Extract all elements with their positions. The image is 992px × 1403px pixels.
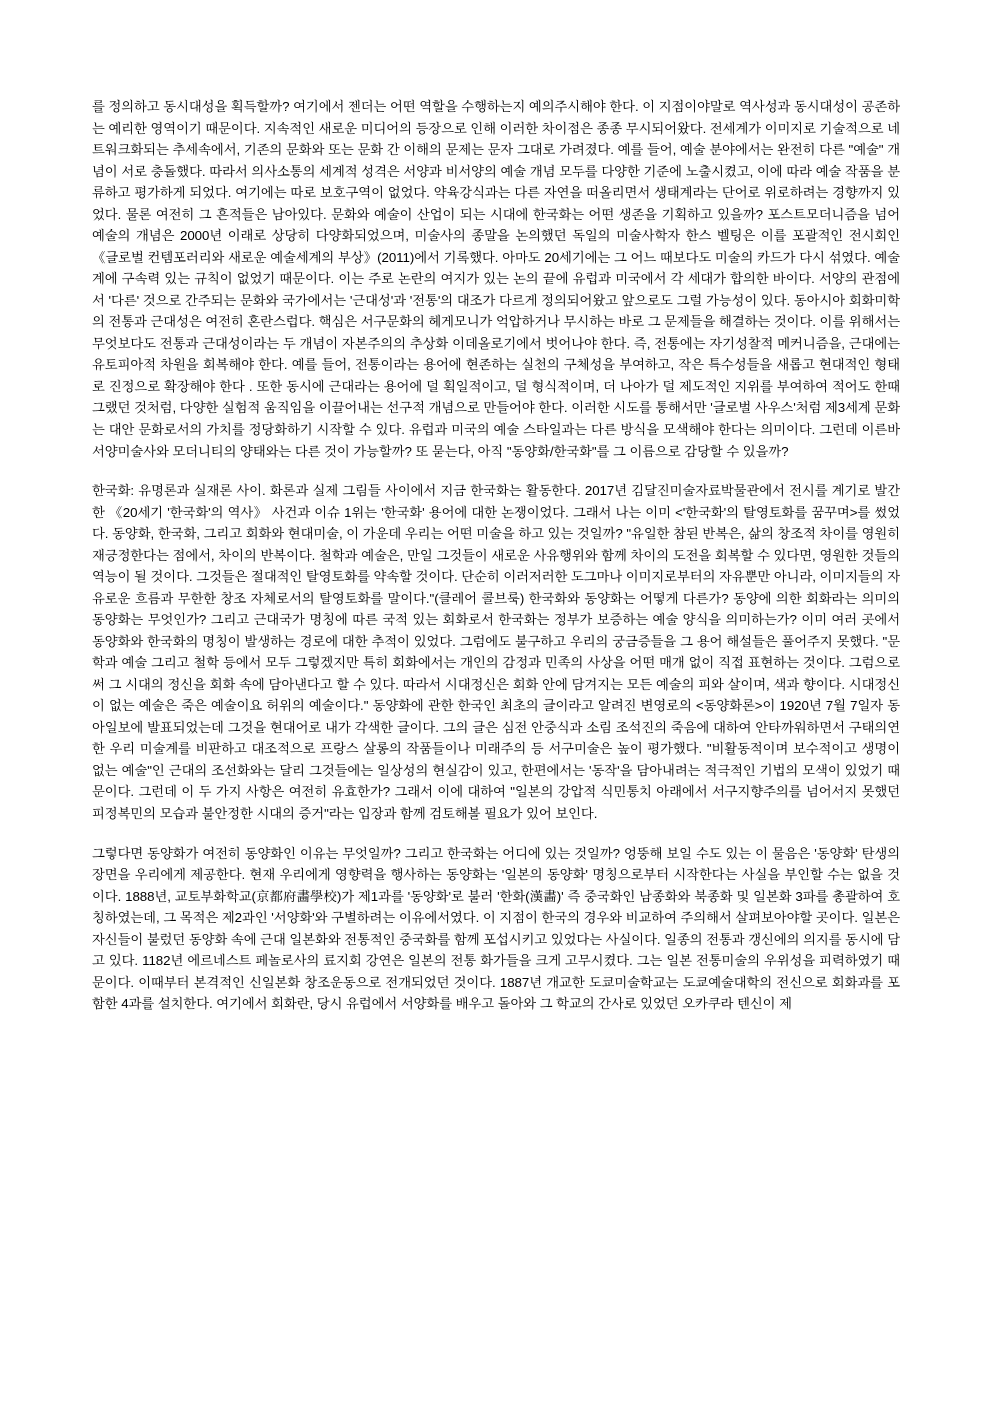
paragraph-1: 를 정의하고 동시대성을 획득할까? 여기에서 젠더는 어떤 역할을 수행하는지 예의주시해야 한다. 이 지점이야말로 역사성과 동시대성이 공존하는 예리한 영역이기 때문이다. 지속적인 새로운 미디어의 등장으로 인해 이러한 차이점은 종종 무시되어왔다. 전세계가 이미지로 기술적으로 네트워크화되는 추세속에서, 기존의 문화와 또는 문화 간 이해의 문제는 문자 그대로 가려졌다. 예를 들어, 예술 분야에서는 완전히 다른 "예술" 개념이 서로 충돌했다. 따라서 의사소통의 세계적 성격은 서양과 비서양의 예술 개념 모두를 다양한 기준에 노출시켰고, 이에 따라 예술 작품을 분류하고 평가하게 되었다. 여기에는 따로 보호구역이 없었다. 약육강식과는 다른 자연을 떠올리면서 생태계라는 단어로 위로하려는 경향까지 있었다. 물론 여전히 그 흔적들은 남아있다. 문화와 예술이 산업이 되는 시대에 한국화는 어떤 생존을 기획하고 있을까? 포스트모더니즘을 넘어 예술의 개념은 2000년 이래로 상당히 다양화되었으며, 미술사의 종말을 논의했던 독일의 미술사학자 한스 벨팅은 이를 포괄적인 전시회인 《글로벌 컨템포러리와 새로운 예술세계의 부상》(2011)에서 기록했다. 아마도 20세기에는 그 어느 때보다도 미술의 카드가 다시 섞였다. 예술계에 구속력 있는 규칙이 없었기 때문이다. 이는 주로 논란의 여지가 있는 논의 끝에 유럽과 미국에서 각 세대가 합의한 바이다. 서양의 관점에서 '다른' 것으로 간주되는 문화와 국가에서는 '근대성'과 '전통'의 대조가 다르게 정의되어왔고 앞으로도 그럴 가능성이 있다. 동아시아 회화미학의 전통과 근대성은 여전히 혼란스럽다. 핵심은 서구문화의 헤게모니가 억압하거나 무시하는 바로 그 문제들을 해결하는 것이다. 이를 위해서는 무엇보다도 전통과 근대성이라는 두 개념이 자본주의의 추상화 이데올로기에서 벗어나야 한다. 즉, 전통에는 자기성찰적 메커니즘을, 근대에는 유토피아적 차원을 회복해야 한다. 예를 들어, 전통이라는 용어에 현존하는 실천의 구체성을 부여하고, 작은 특수성들을 새롭고 현대적인 형태로 진정으로 확장해야 한다 . 또한 동시에 근대라는 용어에 덜 획일적이고, 덜 형식적이며, 더 나아가 덜 제도적인 지위를 부여하여 적어도 한때 그랬던 것처럼, 다양한 실험적 움직임을 이끌어내는 선구적 개념으로 만들어야 한다. 이러한 시도를 통해서만 '글로벌 사우스'처럼 제3세계 문화는 대안 문화로서의 가치를 정당화하기 시작할 수 있다. 유럽과 미국의 예술 스타일과는 다른 방식을 모색해야 한다는 의미이다. 그런데 이른바 서양미술사와 모더니티의 양태와는 다른 것이 가능할까? 또 묻는다, 아직 "동양화/한국화"를 그 이름으로 감당할 수 있을까? (92, 99, 900, 459)
paragraph-3: 그렇다면 동양화가 여전히 동양화인 이유는 무엇일까? 그리고 한국화는 어디에 있는 것일까? 엉뚱해 보일 수도 있는 이 물음은 '동양화' 탄생의 장면을 우리에게 제공한다. 현재 우리에게 영향력을 행사하는 동양화는 '일본의 동양화' 명칭으로부터 시작한다는 사실을 부인할 수는 없을 것이다. 1888년, 교토부화학교(京都府畵學校)가 제1과를 '동양화'로 불러 '한화(漢畵)' 즉 중국화인 남종화와 북종화 및 일본화 3파를 총괄하여 호칭하였는데, 그 목적은 제2과인 '서양화'와 구별하려는 이유에서였다. 이 지점이 한국의 경우와 비교하여 주의해서 살펴보아야할 곳이다. 일본은 자신들이 불렀던 동양화 속에 근대 일본화와 전통적인 중국화를 함께 포섭시키고 있었다는 사실이다. 일종의 전통과 갱신에의 의지를 동시에 담고 있다. 1182년 에르네스트 페놀로사의 료지회 강연은 일본의 전통 화가들을 크게 고무시켰다. 그는 일본 전통미술의 우위성을 피력하였기 때문이다. 이때부터 본격적인 신일본화 창조운동으로 전개되었던 것이다. 1887년 개교한 도쿄미술학교는 도쿄예술대학의 전신으로 회화과를 포함한 4과를 설치한다. 여기에서 회화란, 당시 유럽에서 서양화를 배우고 돌아와 그 학교의 간사로 있었던 오카쿠라 텐신이 제 (92, 845, 900, 1012)
document-body (92, 96, 900, 1015)
paragraph-2: 한국화: 유명론과 실재론 사이. 화론과 실제 그림들 사이에서 지금 한국화는 활동한다. 2017년 김달진미술자료박물관에서 전시를 계기로 발간한 《20세기 '한국화'의 역사》 사건과 이슈 1위는 '한국화' 용어에 대한 논쟁이었다. 그래서 나는 이미 <'한국화'의 탈영토화를 꿈꾸며>를 썼었다. 동양화, 한국화, 그리고 회화와 현대미술, 이 가운데 우리는 어떤 미술을 하고 있는 것일까? "유일한 참된 반복은, 삶의 창조적 차이를 영원히 재긍정한다는 점에서, 차이의 반복이다. 철학과 예술은, 만일 그것들이 새로운 사유행위와 함께 차이의 도전을 회복할 수 있다면, 영원한 것들의 역능이 될 것이다. 그것들은 절대적인 탈영토화를 약속할 것이다. 단순히 이러저러한 도그마나 이미지로부터의 자유뿐만 아니라, 이미지들의 자유로운 흐름과 무한한 창조 자체로서의 탈영토화를 말이다."(클레어 콜브룩) 한국화와 동양화는 어떻게 다른가? 동양에 의한 회화라는 의미의 동양화는 무엇인가? 그리고 근대국가 명칭에 따른 국적 있는 회화로서 한국화는 정부가 보증하는 예술 양식을 의미하는가? 이미 여러 곳에서 동양화와 한국화의 명칭이 발생하는 경로에 대한 추적이 있었다. 그럼에도 불구하고 우리의 궁금증들을 그 용어 해설들은 풀어주지 못했다. "문학과 예술 그리고 철학 등에서 모두 그렇겠지만 특히 회화에서는 개인의 감정과 민족의 사상을 어떤 매개 없이 직접 표현하는 것이다. 그럼으로써 그 시대의 정신을 회화 속에 담아낸다고 할 수 있다. 따라서 시대정신은 회화 안에 담겨지는 모든 예술의 피와 살이며, 색과 향이다. 시대정신이 없는 예술은 죽은 예술이요 허위의 예술이다." 동양화에 관한 한국인 최초의 글이라고 알려진 변영로의 <동양화론>이 1920년 7월 7일자 동아일보에 발표되었는데 그것을 현대어로 내가 각색한 글이다. 그의 글은 심전 안중식과 소림 조석진의 죽음에 대하여 안타까워하면서 구태의연한 우리 미술계를 비판하고 대조적으로 프랑스 살롱의 작품들이나 미래주의 등 서구미술은 높이 평가했다. "비활동적이며 보수적이고 생명이 없는 예술"인 근대의 조선화와는 달리 그것들에는 일상성의 현실감이 있고, 한편에서는 '동작'을 담아내려는 적극적인 기법의 모색이 있었기 때문이다. 그런데 이 두 가지 사항은 여전히 유효한가? 그래서 이에 대하여 "일본의 강압적 식민통치 아래에서 서구지향주의를 넘어서지 못했던 피정복민의 모습과 불안정한 시대의 증거"라는 입장과 함께 검토해볼 필요가 있어 보인다. (92, 483, 900, 821)
